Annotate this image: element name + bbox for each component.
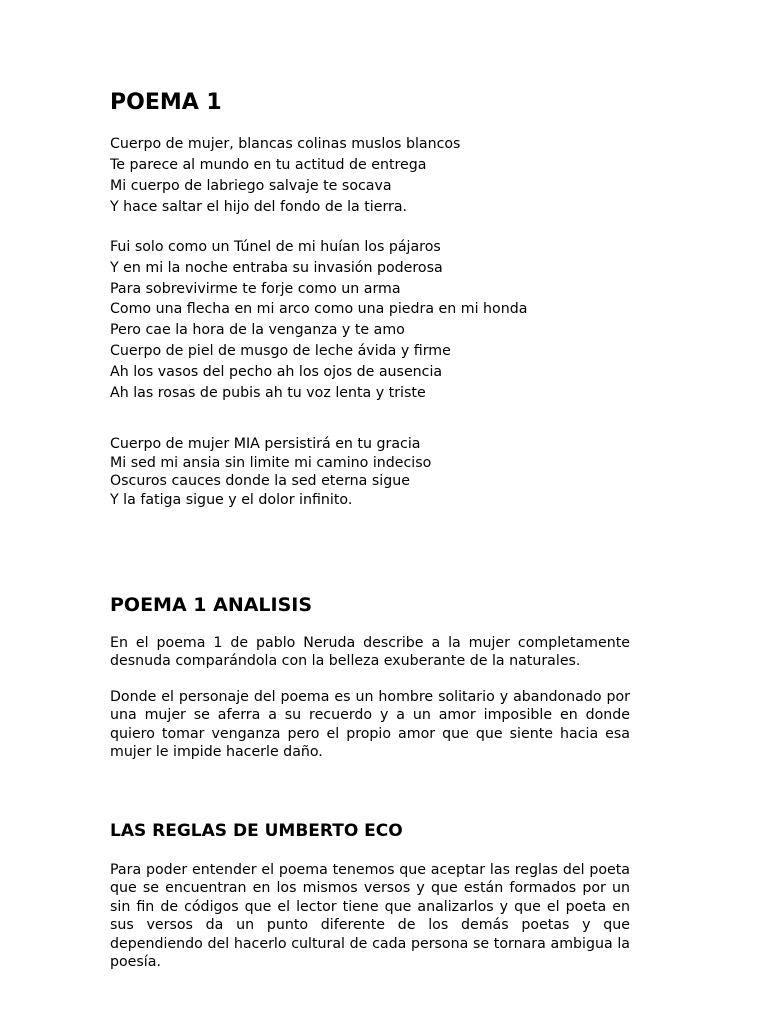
verse-line: Para sobrevivirme te forje como un arma (110, 280, 401, 297)
verse-line: Ah los vasos del pecho ah los ojos de ausencia (110, 363, 443, 380)
verse-line: Pero cae la hora de la venganza y te amo (110, 322, 405, 339)
verse-line: Fui solo como un Túnel de mi huían los pájaros (110, 239, 441, 255)
verse-line: Y en mi la noche entraba su invasión poderosa (110, 259, 443, 276)
verse-line: Como una flecha en mi arco como una piedra en mi honda (110, 301, 528, 318)
verse-line: Cuerpo de piel de musgo de leche ávida y firme (110, 342, 451, 359)
verse-line: Cuerpo de mujer, blancas colinas muslos blancos (110, 136, 461, 152)
analysis-paragraph: Donde el personaje del poema es un hombre solitario y abandonado por una mujer se aferra a su recuerdo y a un amor imposible en donde quiero tomar venganza pero el propio amor que que siente hacia esa mujer le impide hacerle daño. (110, 689, 630, 761)
analysis-heading: POEMA 1 ANALISIS (110, 594, 313, 616)
verse-line: Y hace saltar el hijo del fondo de la tierra. (110, 199, 408, 215)
stanza-3 (110, 435, 431, 509)
poem-title: POEMA 1 (110, 90, 222, 115)
verse-line: Ah las rosas de pubis ah tu voz lenta y triste (110, 384, 426, 401)
stanza-2 (110, 237, 527, 403)
rules-heading: LAS REGLAS DE UMBERTO ECO (110, 821, 403, 841)
verse-line: Cuerpo de mujer MIA persistirá en tu gracia (110, 436, 421, 452)
verse-line: Oscuros cauces donde la sed eterna sigue (110, 473, 410, 489)
verse-line: Y la fatiga sigue y el dolor infinito. (110, 491, 353, 508)
analysis-paragraph: En el poema 1 de pablo Neruda describe a la mujer completamente desnuda comparándola con la belleza exuberante de la naturales. (110, 635, 630, 670)
rules-paragraph: Para poder entender el poema tenemos que aceptar las reglas del poeta que se encuentran en los mismos versos y que están formados por un sin fin de códigos que el lector tiene que analizarlos y que el poeta en sus versos da un punto diferente de los demás poetas y que dependiendo del hacerlo cultural de cada persona se tornara ambigua la poesía. (110, 862, 630, 971)
stanza-1 (110, 134, 460, 218)
verse-line: Te parece al mundo en tu actitud de entrega (110, 157, 427, 173)
verse-line: Mi sed mi ansia sin limite mi camino indeciso (110, 454, 432, 471)
verse-line: Mi cuerpo de labriego salvaje te socava (110, 178, 392, 194)
